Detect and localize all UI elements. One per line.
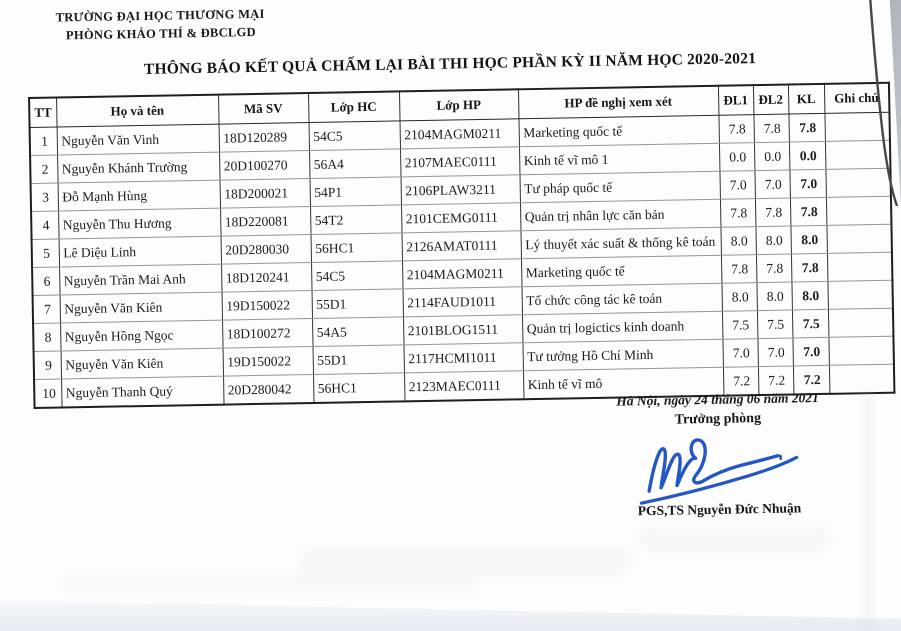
cell-score-dl2: 7.0 — [754, 170, 789, 199]
cell-tt: 5 — [32, 239, 59, 267]
header-col-name: Họ và tên — [56, 95, 218, 127]
header-col-hp: Lớp HP — [399, 89, 519, 121]
cell-score-kl: 7.0 — [789, 169, 825, 198]
cell-class-hc: 54A5 — [312, 317, 403, 347]
cell-name: Nguyễn Văn Vinh — [57, 124, 219, 155]
cell-subject: Tư tưởng Hồ Chí Minh — [522, 339, 722, 371]
cell-tt: 8 — [33, 323, 60, 351]
cell-class-hp: 2101BLOG1511 — [403, 315, 522, 345]
cell-student-id: 19D150022 — [222, 291, 312, 321]
cell-student-id: 18D200021 — [220, 179, 310, 209]
document-title: THÔNG BÁO KẾT QUẢ CHẤM LẠI BÀI THI HỌC PHẦN KỲ II NĂM HỌC 2020-2021 — [143, 50, 757, 78]
cell-subject: Tư pháp quốc tế — [519, 171, 719, 203]
signature-block — [567, 389, 869, 520]
cell-subject: Quản trị nhân lực căn bản — [520, 199, 720, 231]
cell-note — [826, 196, 891, 225]
cell-score-dl2: 7.8 — [755, 198, 790, 227]
cell-name: Lê Diệu Linh — [59, 236, 221, 267]
cell-class-hp: 2104MAGM0211 — [400, 119, 519, 149]
cell-class-hp: 2117HCMI1011 — [404, 343, 523, 373]
cell-score-dl1: 7.0 — [719, 171, 754, 200]
cell-name: Nguyễn Văn Kiên — [61, 348, 223, 379]
cell-score-kl: 8.0 — [790, 225, 826, 254]
cell-subject: Lý thuyết xác suất & thống kê toán — [520, 227, 720, 259]
cell-note — [826, 224, 891, 253]
signer-title: Trưởng phòng — [674, 411, 762, 428]
cell-student-id: 18D100272 — [222, 319, 312, 349]
cell-tt: 4 — [31, 211, 58, 239]
cell-score-dl1: 7.0 — [722, 339, 757, 368]
cell-tt: 6 — [32, 267, 59, 295]
cell-score-dl1: 7.5 — [722, 311, 757, 340]
cell-score-kl: 8.0 — [791, 281, 827, 310]
cell-score-dl1: 0.0 — [719, 143, 754, 172]
cell-score-dl1: 8.0 — [721, 283, 756, 312]
cell-class-hc: 56HC1 — [311, 233, 402, 263]
cell-name: Nguyễn Hồng Ngọc — [60, 320, 222, 351]
signature-image — [634, 428, 803, 509]
cell-name: Nguyễn Trần Mai Anh — [59, 264, 221, 295]
cell-score-dl2: 7.8 — [756, 254, 791, 283]
cell-note — [828, 308, 893, 337]
cell-score-kl: 7.8 — [788, 113, 824, 142]
header-col-dl1: ĐL1 — [718, 85, 754, 115]
cell-tt: 3 — [31, 183, 58, 211]
cell-student-id: 18D220081 — [220, 207, 310, 237]
cell-tt: 2 — [30, 155, 57, 183]
cell-score-dl2: 7.8 — [753, 114, 788, 143]
paper-fold-shadow — [857, 390, 873, 631]
cell-note — [827, 280, 892, 309]
cell-score-kl: 7.0 — [792, 337, 828, 366]
cell-tt: 9 — [34, 351, 61, 379]
date-line: Hà Nội, ngày 24 tháng 06 năm 2021 — [616, 390, 819, 409]
cell-student-id: 19D150022 — [223, 347, 313, 377]
cell-student-id: 20D280030 — [221, 235, 311, 265]
cell-tt: 1 — [30, 127, 57, 155]
cell-score-dl1: 8.0 — [720, 227, 755, 256]
header-col-dl2: ĐL2 — [753, 85, 789, 115]
cell-class-hp: 2104MAGM0211 — [402, 259, 521, 289]
header-col-msv: Mã SV — [218, 93, 309, 124]
cell-score-dl2: 7.0 — [757, 338, 792, 367]
cell-score-dl2: 0.0 — [754, 142, 789, 171]
header-col-hc: Lớp HC — [308, 91, 400, 122]
cell-name: Nguyễn Khánh Trường — [57, 152, 219, 183]
cell-score-dl1: 7.2 — [723, 367, 759, 396]
cell-note — [825, 140, 890, 169]
cell-subject: Kinh tế vĩ mô 1 — [519, 143, 719, 175]
cell-score-kl: 0.0 — [789, 141, 825, 170]
results-table-body — [30, 112, 895, 408]
cell-student-id: 20D100270 — [219, 151, 309, 181]
cell-score-dl1: 7.8 — [720, 199, 755, 228]
cell-note — [827, 252, 892, 281]
header-col-subject: HP đề nghị xem xét — [518, 86, 718, 119]
header-col-note: Ghi chú — [824, 83, 890, 114]
cell-class-hc: 56A4 — [309, 149, 400, 179]
cell-score-dl1: 7.8 — [721, 255, 756, 284]
cell-score-kl: 7.5 — [792, 309, 828, 338]
cell-name: Nguyễn Thanh Quý — [61, 376, 223, 407]
cell-subject: Tổ chức công tác kê toán — [521, 283, 721, 315]
cell-subject: Quản trị logictics kinh doanh — [522, 311, 722, 343]
header-col-tt: TT — [29, 98, 57, 128]
cell-name: Nguyễn Văn Kiên — [60, 292, 222, 323]
cell-note — [828, 336, 893, 365]
cell-name: Đỗ Mạnh Hùng — [58, 180, 220, 211]
cell-class-hc: 56HC1 — [313, 373, 404, 403]
cell-student-id: 18D120289 — [219, 123, 309, 153]
cell-class-hc: 54C5 — [309, 121, 400, 151]
cell-class-hp: 2114FAUD1011 — [403, 287, 522, 317]
cell-student-id: 18D120241 — [221, 263, 311, 293]
signature-area — [568, 427, 869, 510]
signer-name: PGS,TS Nguyễn Đức Nhuận — [637, 500, 802, 519]
cell-class-hp: 2107MAEC0111 — [400, 147, 519, 177]
cell-class-hp: 2106PLAW3211 — [401, 175, 520, 205]
cell-tt: 10 — [34, 379, 62, 408]
cell-class-hp: 2126AMAT0111 — [402, 231, 521, 261]
cell-subject: Marketing quốc tế — [519, 115, 719, 147]
cell-student-id: 20D280042 — [223, 375, 313, 405]
department-name: PHÒNG KHẢO THÍ & ĐBCLGD — [65, 24, 257, 43]
cell-class-hc: 55D1 — [313, 345, 404, 375]
cell-score-kl: 7.8 — [791, 253, 827, 282]
header-col-kl: KL — [788, 84, 825, 114]
cell-score-dl2: 7.2 — [758, 366, 794, 395]
cell-score-kl: 7.8 — [790, 197, 826, 226]
cell-class-hc: 54T2 — [310, 205, 401, 235]
cell-note — [824, 112, 889, 141]
cell-score-dl2: 7.5 — [757, 310, 792, 339]
results-table — [28, 82, 895, 409]
cell-subject: Kinh tế vĩ mô — [523, 367, 723, 399]
cell-class-hc: 54C5 — [311, 261, 402, 291]
cell-tt: 7 — [33, 295, 60, 323]
cell-score-dl2: 8.0 — [755, 226, 790, 255]
cell-class-hc: 55D1 — [312, 289, 403, 319]
cell-note — [825, 168, 890, 197]
cell-score-dl2: 8.0 — [756, 282, 791, 311]
cell-score-dl1: 7.8 — [718, 115, 753, 144]
cell-class-hc: 54P1 — [310, 177, 401, 207]
cell-name: Nguyễn Thu Hương — [58, 208, 220, 239]
cell-score-kl: 7.2 — [793, 365, 830, 394]
cell-class-hp: 2101CEMG0111 — [401, 203, 520, 233]
cell-subject: Marketing quốc tế — [521, 255, 721, 287]
university-name: TRƯỜNG ĐẠI HỌC THƯƠNG MẠI — [55, 6, 265, 25]
cell-class-hp: 2123MAEC0111 — [404, 371, 523, 402]
